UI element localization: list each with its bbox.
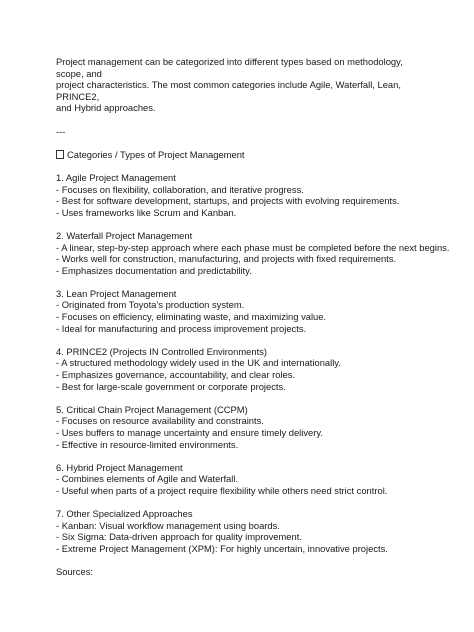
spacer: [56, 555, 426, 567]
intro-line: and Hybrid approaches.: [56, 102, 156, 114]
bullet-item: - Focuses on resource availability and constraints.: [56, 415, 264, 427]
spacer: [56, 334, 426, 346]
section-title: 6. Hybrid Project Management: [56, 461, 183, 473]
spacer: [56, 450, 426, 462]
section-title: 7. Other Specialized Approaches: [56, 508, 193, 520]
section-title: 3. Lean Project Management: [56, 287, 177, 299]
bullet-item: - Uses frameworks like Scrum and Kanban.: [56, 206, 237, 218]
section-agile: [56, 172, 426, 218]
intro-paragraph: [56, 56, 426, 114]
bullet-item: - Works well for construction, manufacturing, and projects with fixed requirements.: [56, 253, 397, 265]
intro-line: project characteristics. The most common categories include Agile, Waterfall, Lean, PRINCE2,: [56, 79, 401, 102]
section-title: 4. PRINCE2 (Projects IN Controlled Environments): [56, 345, 268, 357]
spacer: [56, 218, 426, 230]
bullet-item: - Focuses on efficiency, eliminating waste, and maximizing value.: [56, 311, 327, 323]
bullet-item: - Originated from Toyota’s production system.: [56, 299, 245, 311]
bullet-item: - Uses buffers to manage uncertainty and ensure timely delivery.: [56, 427, 323, 438]
bullet-item: - Combines elements of Agile and Waterfall.: [56, 473, 239, 485]
missing-glyph-box-icon: [56, 150, 64, 159]
categories-heading: [56, 149, 426, 161]
bullet-item: - Emphasizes documentation and predictability.: [56, 264, 252, 276]
section-other: [56, 508, 426, 554]
bullet-item: - A linear, step-by-step approach where each phase must be completed before the next begins.: [56, 241, 450, 253]
spacer: [56, 114, 426, 126]
section-ccpm: [56, 404, 426, 450]
bullet-item: - Six Sigma: Data-driven approach for quality improvement.: [56, 531, 302, 543]
section-prince2: [56, 346, 426, 392]
section-title: 5. Critical Chain Project Management (CCPM): [56, 403, 248, 415]
spacer: [56, 497, 426, 509]
spacer: [56, 137, 426, 149]
bullet-item: - Best for software development, startups, and projects with evolving requirements.: [56, 195, 400, 207]
sources-label: Sources:: [56, 566, 93, 578]
spacer: [56, 276, 426, 288]
spacer: [56, 392, 426, 404]
bullet-item: - Focuses on flexibility, collaboration, and iterative progress.: [56, 183, 304, 195]
bullet-item: - Best for large-scale government or corporate projects.: [56, 380, 286, 392]
section-title: 1. Agile Project Management: [56, 171, 176, 183]
section-hybrid: [56, 462, 426, 497]
document-page: [56, 56, 450, 578]
separator: ---: [56, 125, 66, 137]
spacer: [56, 160, 426, 172]
intro-line: Project management can be categorized into different types based on methodology, scope, and: [56, 56, 403, 79]
bullet-item: - Extreme Project Management (XPM): For highly uncertain, innovative projects.: [56, 542, 388, 554]
section-lean: [56, 288, 426, 334]
bullet-item: - Kanban: Visual workflow management using boards.: [56, 519, 280, 531]
categories-heading-text: Categories / Types of Project Management: [67, 148, 245, 160]
section-title: 2. Waterfall Project Management: [56, 229, 193, 241]
bullet-item: - Effective in resource-limited environments.: [56, 438, 239, 450]
bullet-item: - A structured methodology widely used in the UK and internationally.: [56, 357, 341, 369]
bullet-item: - Ideal for manufacturing and process improvement projects.: [56, 322, 307, 334]
bullet-item: - Emphasizes governance, accountability, and clear roles.: [56, 369, 296, 381]
section-waterfall: [56, 229, 450, 276]
bullet-item: - Useful when parts of a project require flexibility while others need strict control.: [56, 484, 388, 496]
